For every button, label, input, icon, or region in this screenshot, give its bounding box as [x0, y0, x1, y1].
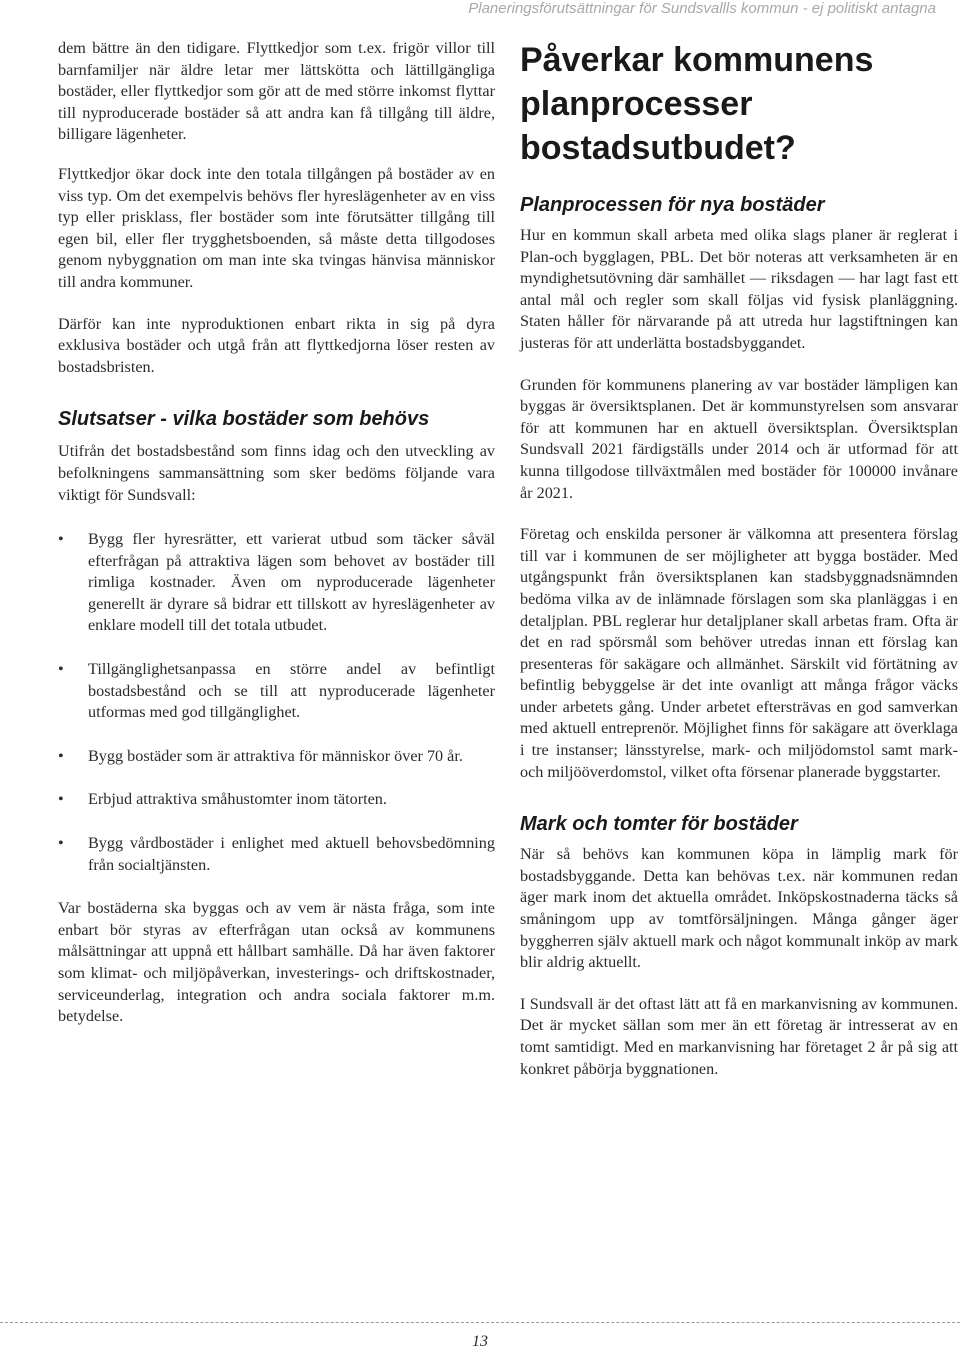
running-header: Planeringsförutsättningar för Sundsvallls kommun - ej politiskt antagna	[468, 0, 936, 17]
body-paragraph: Därför kan inte nyproduktionen enbart rikta in sig på dyra exklusiva bostäder och utgå från att flyttkedjorna löser resten av bostadsbristen.	[58, 314, 495, 376]
body-paragraph: Hur en kommun skall arbeta med olika slags planer är reglerat i Plan-och bygglagen, PBL. Det bör noteras att verksamheten är en myndighetsutövning där samhället — riksdagen — har lagt fast ett antal mål och regler som skall följas vid fysisk planläggning. Staten håller för närvarande på att utreda hur lagstiftningen kan justeras för att underlätta bostadsbyggandet.	[520, 226, 958, 352]
page-number: 13	[472, 1333, 488, 1350]
body-paragraph: I Sundsvall är det oftast lätt att få en markanvisning av kommunen. Det är mycket sällan som mer än ett företag är intresserat av en tomt samtidigt. Med en markanvisning har företaget 2 år på sig att konkret påbörja byggnationen.	[520, 994, 958, 1078]
body-paragraph: Flyttkedjor ökar dock inte den totala tillgången på bostäder av en viss typ. Om det exempelvis behövs fler hyreslägenheter av en viss typ eller prisklass, fler bostäder som inte förutsätter tillgång till egen bil, eller fler trygghetsboenden, så måste detta tillgodoses genom nybyggnation om man inte ska tvingas hänvisa människor till andra kommuner.	[58, 164, 495, 291]
list-item: • Bygg vårdbostäder i enlighet med aktuell behovsbedömning från socialtjänsten.	[58, 833, 495, 876]
list-item: • Erbjud attraktiva småhustomter inom tätorten.	[58, 789, 495, 811]
right-column	[520, 38, 958, 1080]
section-heading-slutsatser: Slutsatser - vilka bostäder som behövs	[58, 408, 430, 431]
list-item: • Bygg fler hyresrätter, ett varierat utbud som täcker såväl efterfrågan på attraktiva lägen som behovet av bostäder till rimliga kostnader. Även om nyproducerade lägenheter generellt är dyrare så bidrar ett tillskott av hyreslägenheter av enklare modell till det totala utbudet.	[58, 529, 495, 637]
left-column	[58, 38, 495, 1028]
list-item: • Tillgänglighetsanpassa en större andel av befintligt bostadsbestånd och se till att nyproducerade lägenheter utformas med god tillgänglighet.	[58, 659, 495, 724]
list-item: • Bygg bostäder som är attraktiva för människor över 70 år.	[58, 746, 495, 768]
body-paragraph: När så behövs kan kommunen köpa in lämplig mark för bostadsbyggande. Detta kan behövas t.ex. när kommunen redan äger mark inom det aktuella området. Inköpskostnaderna täcks så småningom upp av tomtförsäljningen. Många gånger äger byggherren själv aktuell mark och något kommunalt inköp av mark blir aldrig aktuellt.	[520, 845, 958, 972]
closing-paragraph: Var bostäderna ska byggas och av vem är nästa fråga, som inte enbart bör styras av efterfrågan utan också av kommunens målsättningar att uppnå ett hållbart samhälle. Då har även faktorer som klimat- och miljöpåverkan, investerings- och driftskostnader, serviceunderlag, integration och andra sociala faktorer m.m. betydelse.	[58, 899, 495, 1026]
body-paragraph: Grunden för kommunens planering av var bostäder lämpligen kan byggas är översiktsplanen. Det är kommunstyrelsen som ansvarar för att kommunen har en aktuell översiktsplan. Översiktsplan Sundsvall 2021 färdigställs under 2014 och är utformad för att kunna tillgodose tillväxtmålen med bostäder för 100000 invånare år 2021.	[520, 375, 958, 502]
footer-divider	[0, 1322, 960, 1323]
page-title: Påverkar kommunens planprocesser bostadsutbudet?	[520, 41, 874, 167]
intro-paragraph: dem bättre än den tidigare. Flyttkedjor som t.ex. frigör villor till barnfamiljer när äldre letar mer lättskötta och lättillgängliga bostäder, eller flyttkedjor som gör att de med större inkomst flyttar till nyproducerade bostäder så att andra kan få tillgång till äldre, billigare lägenheter.	[58, 39, 495, 144]
section-heading-mark: Mark och tomter för bostäder	[520, 813, 798, 836]
conclusions-list	[58, 529, 495, 876]
section-intro: Utifrån det bostadsbestånd som finns idag och den utveckling av befolkningens sammansättning som sker bedöms följande vara viktigt för Sundsvall:	[58, 442, 495, 504]
body-paragraph: Företag och enskilda personer är välkomna att presentera förslag till var i kommunen de ser möjligheter att bygga bostäder. Med utgångspunkt från översiktsplanen kan stadsbyggnadsnämnden bedöma vilka av de inlämnade förslagen som ska planläggas i en detaljplan. PBL reglerar hur detaljplaner skall arbetas fram. Ofta är det en rad spörsmål som behöver utredas innan ett förslag kan presenteras för sakägare och allmänhet. Särskilt vid förtätning av befintlig bebyggelse är det inte ovanligt att många frågor väcks under arbetets gång. Under arbetet eftersträvas en god samverkan med aktuell entreprenör. Möjlighet finns för sakägare att överklaga i tre instanser; länsstyrelse, mark- och miljödomstol samt mark- och miljööverdomstol, vilket ofta försenar planerade byggstarter.	[520, 525, 958, 781]
section-heading-planprocessen: Planprocessen för nya bostäder	[520, 194, 825, 216]
